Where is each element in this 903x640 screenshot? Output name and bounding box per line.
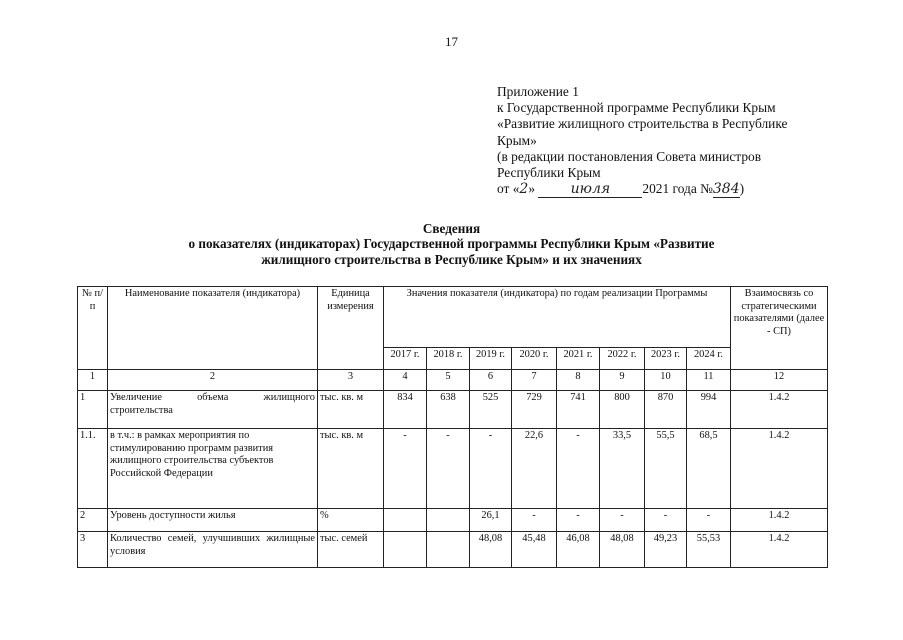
title-line: Сведения: [422, 221, 481, 236]
table-row: [78, 509, 828, 532]
row-name: Уровень доступности жилья: [108, 509, 318, 532]
row-num: 3: [78, 532, 108, 568]
row-value: -: [512, 509, 557, 532]
row-value: 68,5: [687, 429, 731, 509]
year-header: 2021 г.: [557, 348, 600, 370]
col-number: 12: [731, 370, 828, 391]
row-value: -: [687, 509, 731, 532]
appendix-line: Республики Крым: [497, 165, 601, 181]
page-number: 17: [445, 34, 458, 49]
row-unit: %: [318, 509, 384, 532]
appendix-date-line: от «2» июля 2021 года №384): [497, 181, 745, 198]
row-unit: тыс. семей: [318, 532, 384, 568]
row-num: 2: [78, 509, 108, 532]
year-header: 2024 г.: [687, 348, 731, 370]
col-number: 6: [470, 370, 512, 391]
row-value: 741: [557, 391, 600, 429]
indicators-table: [77, 286, 828, 568]
col-number: 11: [687, 370, 731, 391]
handwritten-month: июля: [538, 181, 642, 198]
row-value: -: [600, 509, 645, 532]
header-values: Значения показателя (индикатора) по годам реализации Программы: [384, 287, 731, 348]
appendix-line: Крым»: [497, 132, 537, 148]
col-number: 1: [78, 370, 108, 391]
row-value: 870: [645, 391, 687, 429]
appendix-line: к Государственной программе Республики Крым: [497, 100, 776, 116]
row-value: 33,5: [600, 429, 645, 509]
row-value: [427, 509, 470, 532]
row-unit: тыс. кв. м: [318, 391, 384, 429]
col-number: 2: [108, 370, 318, 391]
row-value: -: [557, 429, 600, 509]
col-number: 9: [600, 370, 645, 391]
row-value: -: [557, 509, 600, 532]
year-header: 2018 г.: [427, 348, 470, 370]
document-title: [100, 221, 803, 267]
row-value: 46,08: [557, 532, 600, 568]
row-value: 22,6: [512, 429, 557, 509]
header-link: Взаимосвязь со стратегическими показателями (далее - СП): [731, 287, 828, 370]
year-header: 2022 г.: [600, 348, 645, 370]
appendix-line: Приложение 1: [497, 84, 579, 99]
row-value: 834: [384, 391, 427, 429]
row-link: 1.4.2: [731, 391, 828, 429]
row-value: [427, 532, 470, 568]
row-name: Увеличение объема жилищного строительства: [108, 391, 318, 429]
title-line: о показателях (индикаторах) Государственной программы Республики Крым «Развитие: [188, 236, 715, 252]
row-link: 1.4.2: [731, 532, 828, 568]
row-value: 525: [470, 391, 512, 429]
col-number: 4: [384, 370, 427, 391]
table-row: [78, 429, 828, 509]
row-value: -: [645, 509, 687, 532]
year-header: 2019 г.: [470, 348, 512, 370]
date-year: 2021 года №: [642, 181, 713, 197]
row-name: Количество семей, улучшивших жилищные условия: [108, 532, 318, 568]
row-name: в т.ч.: в рамках мероприятия по стимулированию программ развития жилищного строительства субъектов Российской Федерации: [108, 429, 318, 509]
row-value: 45,48: [512, 532, 557, 568]
handwritten-number: 384: [712, 181, 740, 198]
col-number: 3: [318, 370, 384, 391]
year-header: 2017 г.: [384, 348, 427, 370]
row-link: 1.4.2: [731, 429, 828, 509]
date-quote: »: [528, 181, 536, 197]
appendix-line: (в редакции постановления Совета министров: [497, 148, 762, 164]
row-value: [384, 509, 427, 532]
row-unit: тыс. кв. м: [318, 429, 384, 509]
row-value: 800: [600, 391, 645, 429]
col-number: 7: [512, 370, 557, 391]
row-value: 55,53: [687, 532, 731, 568]
row-num: 1: [78, 391, 108, 429]
row-num: 1.1.: [78, 429, 108, 509]
row-value: 26,1: [470, 509, 512, 532]
appendix-block: [497, 84, 837, 198]
col-number: 10: [645, 370, 687, 391]
col-number: 5: [427, 370, 470, 391]
table-row: [78, 391, 828, 429]
year-header: 2020 г.: [512, 348, 557, 370]
header-num: № п/п: [78, 287, 108, 370]
table-row: [78, 532, 828, 568]
row-value: 49,23: [645, 532, 687, 568]
row-value: 48,08: [600, 532, 645, 568]
handwritten-day: 2: [519, 181, 529, 198]
row-value: 638: [427, 391, 470, 429]
row-value: 994: [687, 391, 731, 429]
row-link: 1.4.2: [731, 509, 828, 532]
row-value: [384, 532, 427, 568]
header-name: Наименование показателя (индикатора): [108, 287, 318, 370]
row-value: 729: [512, 391, 557, 429]
year-header: 2023 г.: [645, 348, 687, 370]
header-unit: Единица измерения: [318, 287, 384, 370]
col-number: 8: [557, 370, 600, 391]
row-value: -: [427, 429, 470, 509]
row-value: -: [384, 429, 427, 509]
date-prefix: от «: [497, 181, 520, 197]
row-value: 48,08: [470, 532, 512, 568]
appendix-line: «Развитие жилищного строительства в Республике: [497, 116, 788, 132]
title-line: жилищного строительства в Республике Крым» и их значениях: [261, 251, 642, 267]
row-value: 55,5: [645, 429, 687, 509]
row-value: -: [470, 429, 512, 509]
